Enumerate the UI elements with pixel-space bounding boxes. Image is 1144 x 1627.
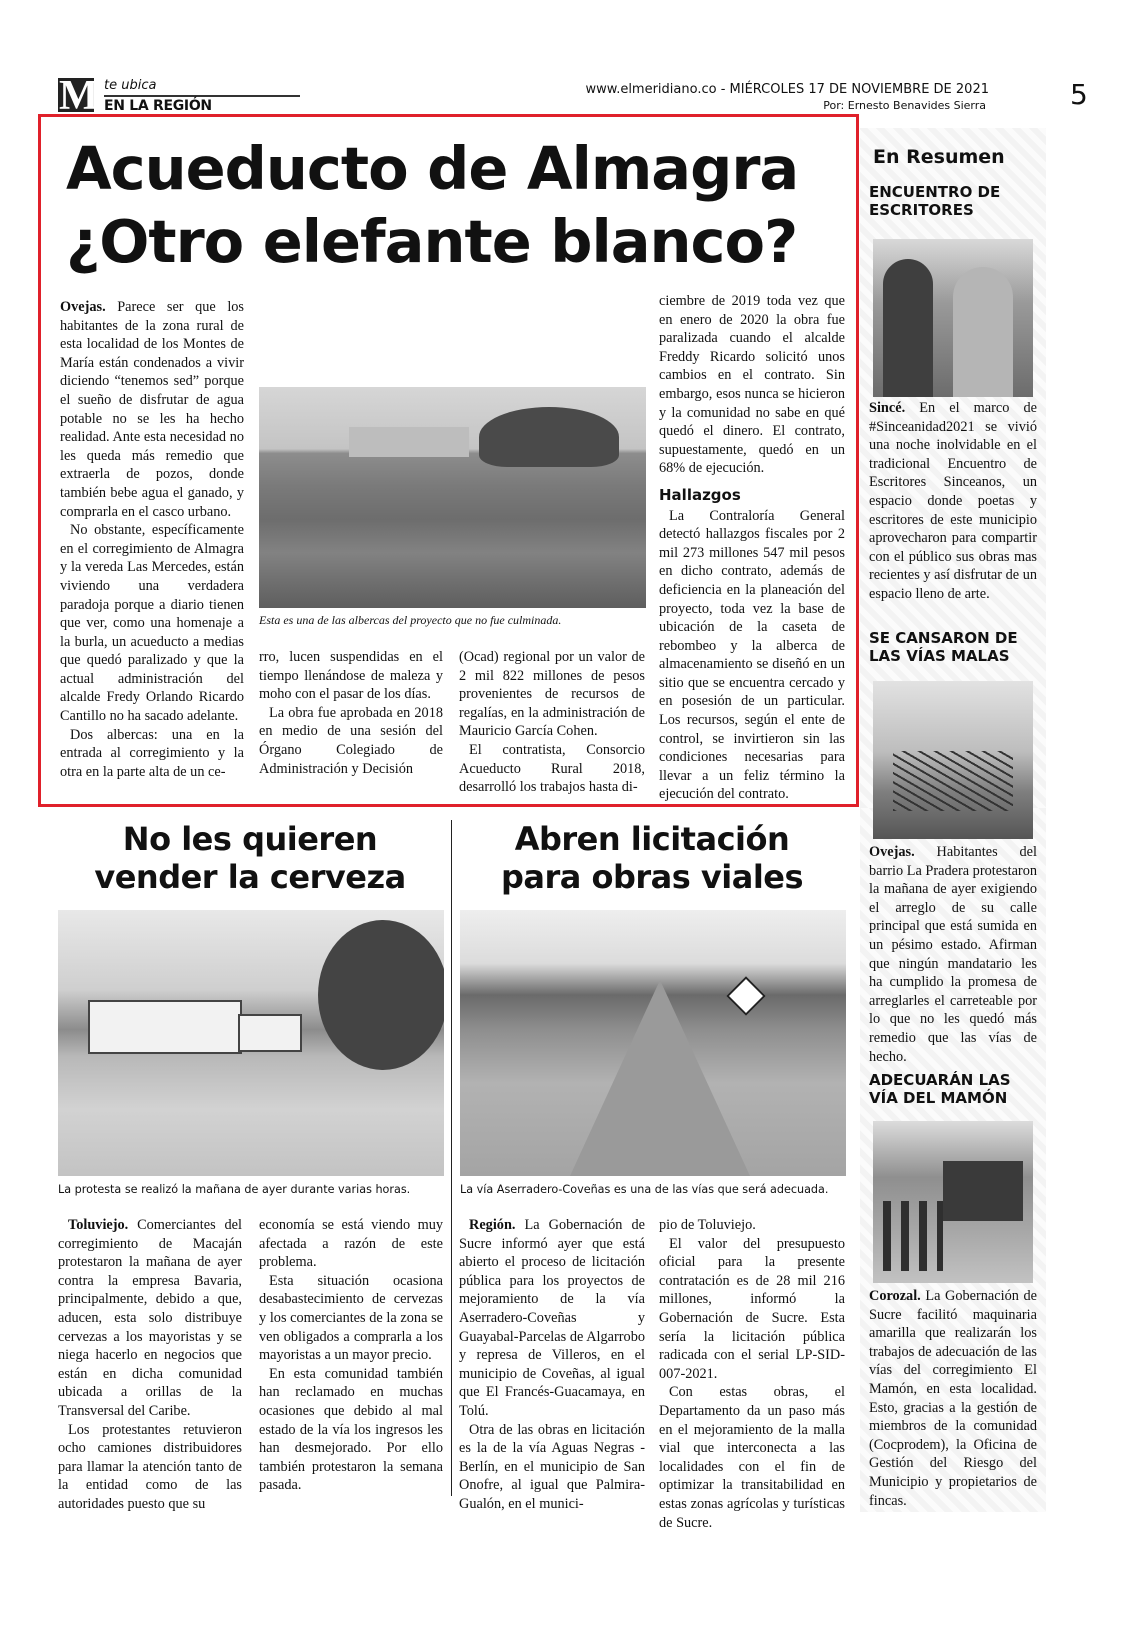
beer-col1-p2: Los protestantes retuvieron ocho camiones distribuidores para llamar la atención tanto de la entidad como de las autoridades puesto que su [58,1421,242,1512]
beer-photo-caption: La protesta se realizó la mañana de ayer durante varias horas. [58,1183,411,1196]
onlookers [883,1201,943,1271]
main-title-line1: Acueducto de Almagra [66,134,799,203]
main-col1-p3: Dos albercas: una en la entrada al corregimiento y la otra en la parte alta de un ce- [60,726,244,780]
cistern-wall [349,427,469,457]
beer-col-1 [58,1216,242,1514]
main-col1-p1: Parece ser que los habitantes de la zona rural de esta localidad de los Montes de María están condenados a vivir diciendo “tenemos sed” porque el sueño de disfrutar de agua potable no se les ha hecho realidad. Ante esta necesidad no les queda más remedio que extraerla de pozos, donde también bebe agua el ganado, y comprarla en el casco urbano. [60,299,244,520]
sidebar-item1-heading-1: ENCUENTRO DE [869,183,1001,201]
truck-1 [88,1000,242,1054]
brush-dark [479,407,619,467]
road-surface [570,980,750,1176]
beer-title-line2: vender la cerveza [94,858,406,896]
roads-col2-p3: Con estas obras, el Departamento da un paso más en el mejoramiento de la malla vial que interconecta a las localidades con el fin de optimizar la transitabilidad en estas zonas agrícolas y turísticas de Sucre. [659,1384,845,1531]
tagline: te ubica [104,78,157,93]
beer-col1-p1: Comerciantes del corregimiento de Macaján protestaron la mañana de ayer contra la empresa Bavaria, principalmente, debido a que, aducen, esta solo distribuye cervezas a los mayoristas y se niega hacerlo en negocios que están en dicha comunidad ubicada a orillas de la Transversal del Caribe. [58,1217,242,1419]
main-title-line2: ¿Otro elefante blanco? [66,207,798,276]
roads-title-line1: Abren licitación [514,820,790,858]
column-divider [451,820,452,1496]
person-left [883,259,933,397]
truck-2 [238,1014,302,1052]
sidebar-item3-heading-1: ADECUARÁN LAS [869,1071,1011,1089]
main-col-4 [659,292,845,804]
excavator [943,1161,1023,1221]
beer-col2-p2: Esta situación ocasiona desabastecimiento de cervezas y los comerciantes de la zona se ven obligados a comprarla a los mayoristas a un mayor precio. [259,1272,443,1364]
masthead-logo [58,73,99,119]
site-date: www.elmeridiano.co - MIÉRCOLES 17 DE NOVIEMBRE DE 2021 [585,82,989,97]
tree-canopy [318,920,444,1070]
roads-col2-p1: pio de Toluviejo. [659,1217,756,1233]
main-col3-p1: (Ocad) regional por un valor de 2 mil 822 millones de pesos provenientes de recursos de regalías, en la administración de Mauricio García Cohen. [459,649,645,740]
beer-lead: Toluviejo. [68,1217,129,1233]
page-number: 5 [1070,78,1088,111]
main-col-1 [60,298,244,781]
beer-col2-p1: economía se está viendo muy afectada a razón de este problema. [259,1217,443,1271]
main-col4-p1: ciembre de 2019 toda vez que en enero de 2020 la obra fue paralizada cuando el alcalde Freddy Ricardo solicitó unos cambios en el contrato. Sin embargo, esos nunca se hicieron y la comunidad no sabe en qué quedó el dinero. El contrato, supuestamente, quedó en un 68% de ejecución. [659,293,845,477]
sidebar-item2-heading-1: SE CANSARON DE [869,629,1018,647]
beer-title-line1: No les quieren [122,820,378,858]
branches [893,751,1013,811]
sidebar-item2-heading-2: LAS VÍAS MALAS [869,647,1010,665]
trucks-photo [58,910,444,1176]
sidebar-item2-body: Habitantes del barrio La Pradera protestaron la mañana de ayer exigiendo el arreglo de su calle principal que está sumida en un pésimo estado. Afirman que ningún mandatario les ha cumplido la promesa de arreglarles el carreteable por lo que no les quedó más remedio que las vías de hecho. [869,844,1037,1065]
logo-letter: M [59,73,99,119]
sidebar-item2-lead: Ovejas. [869,844,915,860]
sidebar-item1-lead: Sincé. [869,400,906,416]
main-col-3 [459,648,645,797]
protest-photo [873,681,1033,839]
main-photo-caption: Esta es una de las albercas del proyecto que no fue culminada. [259,613,562,627]
roads-col2-p2: El valor del presupuesto oficial para la presente contratación es de 28 mil 216 millones, informó la Gobernación de Sucre. Esta sería la licitación pública radicada con el serial LP-SID-007-2021. [659,1235,845,1382]
cistern-photo [259,387,646,608]
roads-col-2 [659,1216,845,1532]
section-label: EN LA REGIÓN [104,98,212,114]
sidebar-title: En Resumen [873,146,1005,168]
person-right [953,267,1013,397]
roads-col1-p1: La Gobernación de Sucre informó ayer que está abierto el proceso de licitación pública para los proyectos de mejoramiento de la vía Aserradero-Coveñas y Guayabal-Parcelas de Algarrobo y represa de Villeros, en el municipio de Coveñas, al igual que El Francés-Guacamaya, en Tolú. [459,1217,645,1419]
main-lead: Ovejas. [60,299,106,315]
roads-photo-caption: La vía Aserradero-Coveñas es una de las vías que será adecuada. [460,1183,829,1196]
main-col3-p2: El contratista, Consorcio Acueducto Rural 2018, desarrolló los trabajos hasta di- [459,741,645,796]
sidebar-item1-heading-2: ESCRITORES [869,201,974,219]
beer-col-2 [259,1216,443,1495]
sidebar-item1-body: En el marco de #Sinceanidad2021 se vivió una noche inolvidable en el tradicional Encuentro de Escritores Sinceanos, un espacio donde poetas y escritores de este municipio aprovecharon para compartir con el público sus obras mas recientes y así disfrutar de un espacio lleno de arte. [869,400,1037,602]
byline: Por: Ernesto Benavides Sierra [823,99,986,112]
sidebar-item1-text [869,399,1037,604]
header-rule [104,95,300,97]
sidebar-item2-text [869,843,1037,1066]
sidebar-item3-heading-2: VÍA DEL MAMÓN [869,1089,1008,1107]
road-photo [460,910,846,1176]
sidebar-item3-lead: Corozal. [869,1288,921,1304]
writers-photo [873,239,1033,397]
beer-col2-p3: En esta comunidad también han reclamado en muchas ocasiones que debido al mal estado de la vía los ingresos les han desmejorado. Por ello también protestaron la semana pasada. [259,1365,443,1494]
main-col4-p2: La Contraloría General detectó hallazgos fiscales por 2 mil 273 millones 547 mil pesos en dicho contrato, además de deficiencia en la planeación del proyecto, toda vez la base de ubicación de la caseta de rebombeo y la alberca de almacenamiento se diseñó en un sitio que se encuentra cercado y en posesión de un particular. Los recursos, según el ente de control, se invirtieron sin las condiciones necesarias para llevar a un feliz término la ejecución del contrato. [659,507,845,803]
main-col-2 [259,648,443,778]
roads-col-1 [459,1216,645,1514]
main-col1-p2: No obstante, específicamente en el corregimiento de Almagra y la vereda Las Mercedes, están viviendo una verdadera paradoja porque a diario tienen que ver, como una homenaje a la burla, un acueducto a medias que quedó paralizado y que la actual administración del alcalde Fredy Orlando Ricardo Cantillo no ha sacado adelante. [60,522,244,725]
roads-col1-p2: Otra de las obras en licitación es la de la vía Aguas Negras - Berlín, en el municipio de San Onofre, al igual que Palmira-Gualón, en el munici- [459,1421,645,1512]
sidebar-item3-body: La Gobernación de Sucre facilitó maquinaria amarilla que realizarán los trabajos de adecuación de las vías del corregimiento El Mamón, en esta localidad. Esto, gracias a la gestión de miembros de la comunidad (Cocprodem), la Oficina de Gestión del Riesgo del Municipio y propietarios de fincas. [869,1288,1037,1509]
hallazgos-subhead: Hallazgos [659,485,741,504]
roads-title-line2: para obras viales [500,858,804,896]
machinery-photo [873,1121,1033,1283]
main-col2-p2: La obra fue aprobada en 2018 en medio de una sesión del Órgano Colegiado de Administración y Decisión [259,704,443,777]
sidebar-item3-text [869,1287,1037,1510]
roads-lead: Región. [469,1217,516,1233]
main-col2-p1: rro, lucen suspendidas en el tiempo llenándose de maleza y moho con el pasar de los días. [259,649,443,703]
